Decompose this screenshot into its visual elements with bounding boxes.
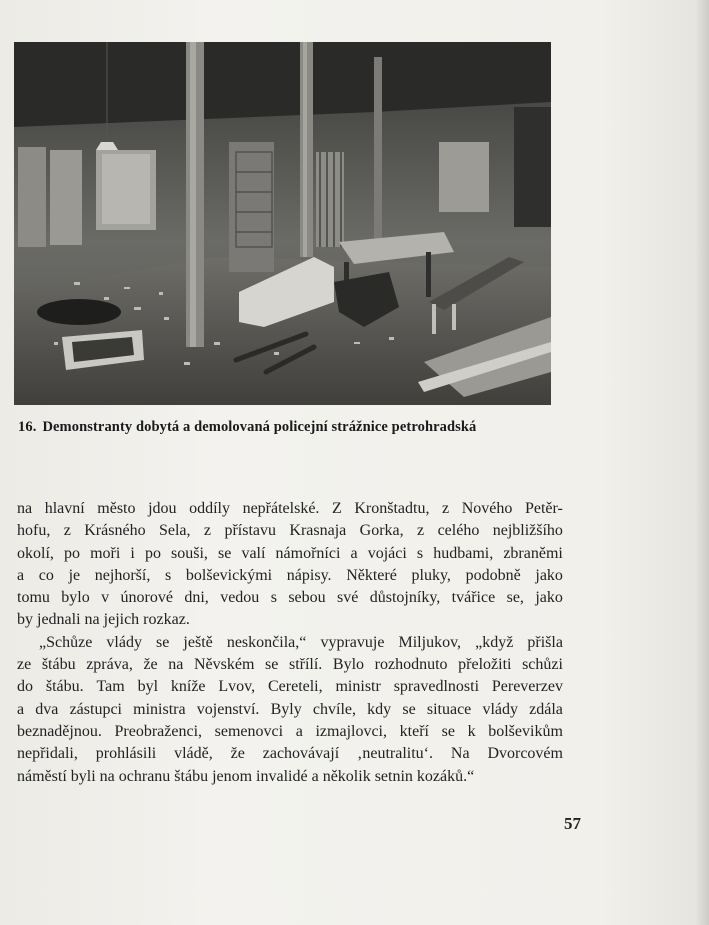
page-number: 57 bbox=[564, 814, 581, 833]
word: s bbox=[416, 544, 424, 562]
word: na bbox=[17, 500, 33, 517]
word: zpráva, bbox=[86, 656, 133, 674]
word: se bbox=[218, 544, 232, 562]
word: po bbox=[63, 544, 80, 562]
page-edge-shadow bbox=[695, 0, 709, 925]
body-text bbox=[17, 498, 563, 788]
text-line bbox=[17, 743, 563, 765]
figure-caption-text: Demonstranty dobytá a demolovaná policejní strážnice petrohradská bbox=[42, 419, 477, 435]
word: tomu bbox=[17, 589, 50, 607]
word: kníže bbox=[170, 678, 206, 696]
text-line bbox=[17, 587, 563, 609]
word: důstojníky, bbox=[369, 589, 441, 607]
text-line bbox=[17, 543, 563, 565]
word: Krásného bbox=[84, 522, 146, 540]
word: zdála bbox=[529, 700, 563, 718]
word: tvářice bbox=[451, 589, 496, 607]
word: se bbox=[156, 633, 170, 651]
figure-caption bbox=[18, 419, 578, 436]
word: štábu bbox=[41, 656, 76, 674]
text-line bbox=[17, 632, 563, 654]
word: beznadějnou. bbox=[17, 722, 102, 740]
word: dni, bbox=[184, 589, 209, 607]
word: ‚neutralitu‘. bbox=[357, 745, 433, 763]
word: „Schůze bbox=[39, 633, 93, 651]
word: podobně bbox=[465, 566, 521, 584]
word: s bbox=[165, 566, 172, 584]
word: s bbox=[270, 589, 277, 607]
word: co bbox=[38, 566, 54, 584]
text-line bbox=[17, 699, 563, 721]
word: vedou bbox=[220, 589, 260, 607]
word: hofu, bbox=[17, 522, 51, 540]
word: a bbox=[17, 566, 25, 584]
word: moři bbox=[90, 544, 121, 562]
word: se, bbox=[506, 589, 524, 607]
word: nejhorší, bbox=[94, 566, 151, 584]
word: nepřidali, bbox=[17, 745, 78, 763]
word: do bbox=[17, 678, 33, 696]
word: situace bbox=[426, 700, 472, 718]
word: nápisy. bbox=[286, 566, 332, 584]
word: z bbox=[203, 522, 212, 540]
word: v bbox=[101, 589, 110, 607]
figure-number: 16. bbox=[18, 419, 37, 435]
text-line bbox=[17, 654, 563, 676]
word: Nového bbox=[461, 500, 513, 517]
word: že bbox=[230, 745, 245, 763]
word: zachovávají bbox=[262, 745, 340, 763]
word: že bbox=[143, 656, 158, 674]
word: chvíle, bbox=[312, 700, 356, 718]
word: ministra bbox=[133, 700, 186, 718]
text-line bbox=[17, 520, 563, 542]
text-line bbox=[17, 721, 563, 743]
word: a bbox=[17, 700, 25, 718]
word: své bbox=[337, 589, 359, 607]
text-line: by jednali na jejich rozkaz. bbox=[17, 611, 190, 629]
word: jdou bbox=[148, 500, 177, 517]
word: ještě bbox=[183, 633, 213, 651]
word: jako bbox=[535, 566, 563, 584]
word: město bbox=[97, 500, 136, 517]
word: oddíly bbox=[189, 500, 230, 517]
word: nejbližšího bbox=[492, 522, 563, 540]
word: nepřátelské. bbox=[242, 500, 320, 517]
word: vojáci bbox=[367, 544, 407, 562]
word: vlády bbox=[106, 633, 142, 651]
word: ministr bbox=[335, 678, 381, 696]
word: vládě, bbox=[174, 745, 213, 763]
word: Dvorcovém bbox=[487, 745, 563, 763]
word: neskončila,“ bbox=[226, 633, 307, 651]
word: Kronštadtu, bbox=[354, 500, 430, 517]
word: Gorka, bbox=[359, 522, 404, 540]
word: přišla bbox=[527, 633, 563, 651]
word: Tam bbox=[96, 678, 125, 696]
word: vlády bbox=[482, 700, 518, 718]
word: „když bbox=[475, 633, 514, 651]
word: bolševikům bbox=[488, 722, 563, 740]
word: souši, bbox=[171, 544, 208, 562]
word: ze bbox=[17, 656, 32, 674]
word: se bbox=[441, 722, 455, 740]
word: byl bbox=[137, 678, 159, 696]
word: bolševickými bbox=[185, 566, 273, 584]
word: Některé bbox=[346, 566, 397, 584]
word: přeložiti bbox=[458, 656, 512, 674]
word: po bbox=[144, 544, 161, 562]
word: Miljukov, bbox=[398, 633, 462, 651]
word: se bbox=[265, 656, 279, 674]
word: štábu. bbox=[45, 678, 84, 696]
word: je bbox=[68, 566, 81, 584]
word: semenovci bbox=[214, 722, 284, 740]
word: rozhodnuto bbox=[374, 656, 448, 674]
word: na bbox=[168, 656, 184, 674]
word: k bbox=[467, 722, 476, 740]
word: Cereteli, bbox=[267, 678, 323, 696]
word: střílí. bbox=[288, 656, 323, 674]
word: dva bbox=[35, 700, 59, 718]
word: prohlásili bbox=[95, 745, 157, 763]
text-line bbox=[17, 498, 563, 520]
word: vypravuje bbox=[320, 633, 385, 651]
text-line: náměstí byli na ochranu štábu jenom invalidé a několik setnin kozáků.“ bbox=[17, 767, 475, 785]
word: celého bbox=[437, 522, 480, 540]
word: se bbox=[402, 700, 416, 718]
word: valí bbox=[241, 544, 266, 562]
text-line bbox=[17, 676, 563, 698]
word: bylo bbox=[61, 589, 90, 607]
word: sebou bbox=[288, 589, 326, 607]
paragraph bbox=[17, 498, 563, 632]
word: Něvském bbox=[193, 656, 255, 674]
word: z bbox=[417, 522, 425, 540]
word: Petěr- bbox=[524, 500, 563, 517]
word: únorové bbox=[120, 589, 173, 607]
word: a bbox=[350, 544, 358, 562]
word: vojenství. bbox=[196, 700, 260, 718]
word: z bbox=[442, 500, 450, 517]
paragraph bbox=[17, 632, 563, 788]
word: pluky, bbox=[411, 566, 451, 584]
text-line bbox=[17, 565, 563, 587]
word: okolí, bbox=[17, 544, 54, 562]
word: Sela, bbox=[158, 522, 191, 540]
word: jako bbox=[535, 589, 563, 607]
word: a bbox=[295, 722, 303, 740]
word: Preobraženci, bbox=[114, 722, 203, 740]
word: přístavu bbox=[224, 522, 276, 540]
word: spravedlnosti bbox=[393, 678, 480, 696]
word: zástupci bbox=[69, 700, 122, 718]
word: hlavní bbox=[44, 500, 85, 517]
figure-photo bbox=[14, 42, 551, 405]
word: kteří bbox=[399, 722, 429, 740]
word: schůzi bbox=[522, 656, 563, 674]
word: i bbox=[130, 544, 135, 562]
word: izmajlovci, bbox=[315, 722, 387, 740]
word: kdy bbox=[367, 700, 392, 718]
word: Lvov, bbox=[218, 678, 256, 696]
word: zbraněmi bbox=[503, 544, 563, 562]
ruined-room-photo-icon bbox=[14, 42, 551, 405]
word: Na bbox=[450, 745, 470, 763]
word: Krasnaja bbox=[289, 522, 347, 540]
word: Bylo bbox=[332, 656, 365, 674]
word: Byly bbox=[270, 700, 302, 718]
word: hudbami, bbox=[433, 544, 494, 562]
word: Z bbox=[332, 500, 342, 517]
word: Pereverzev bbox=[491, 678, 563, 696]
word: námořníci bbox=[275, 544, 341, 562]
word: z bbox=[63, 522, 71, 540]
